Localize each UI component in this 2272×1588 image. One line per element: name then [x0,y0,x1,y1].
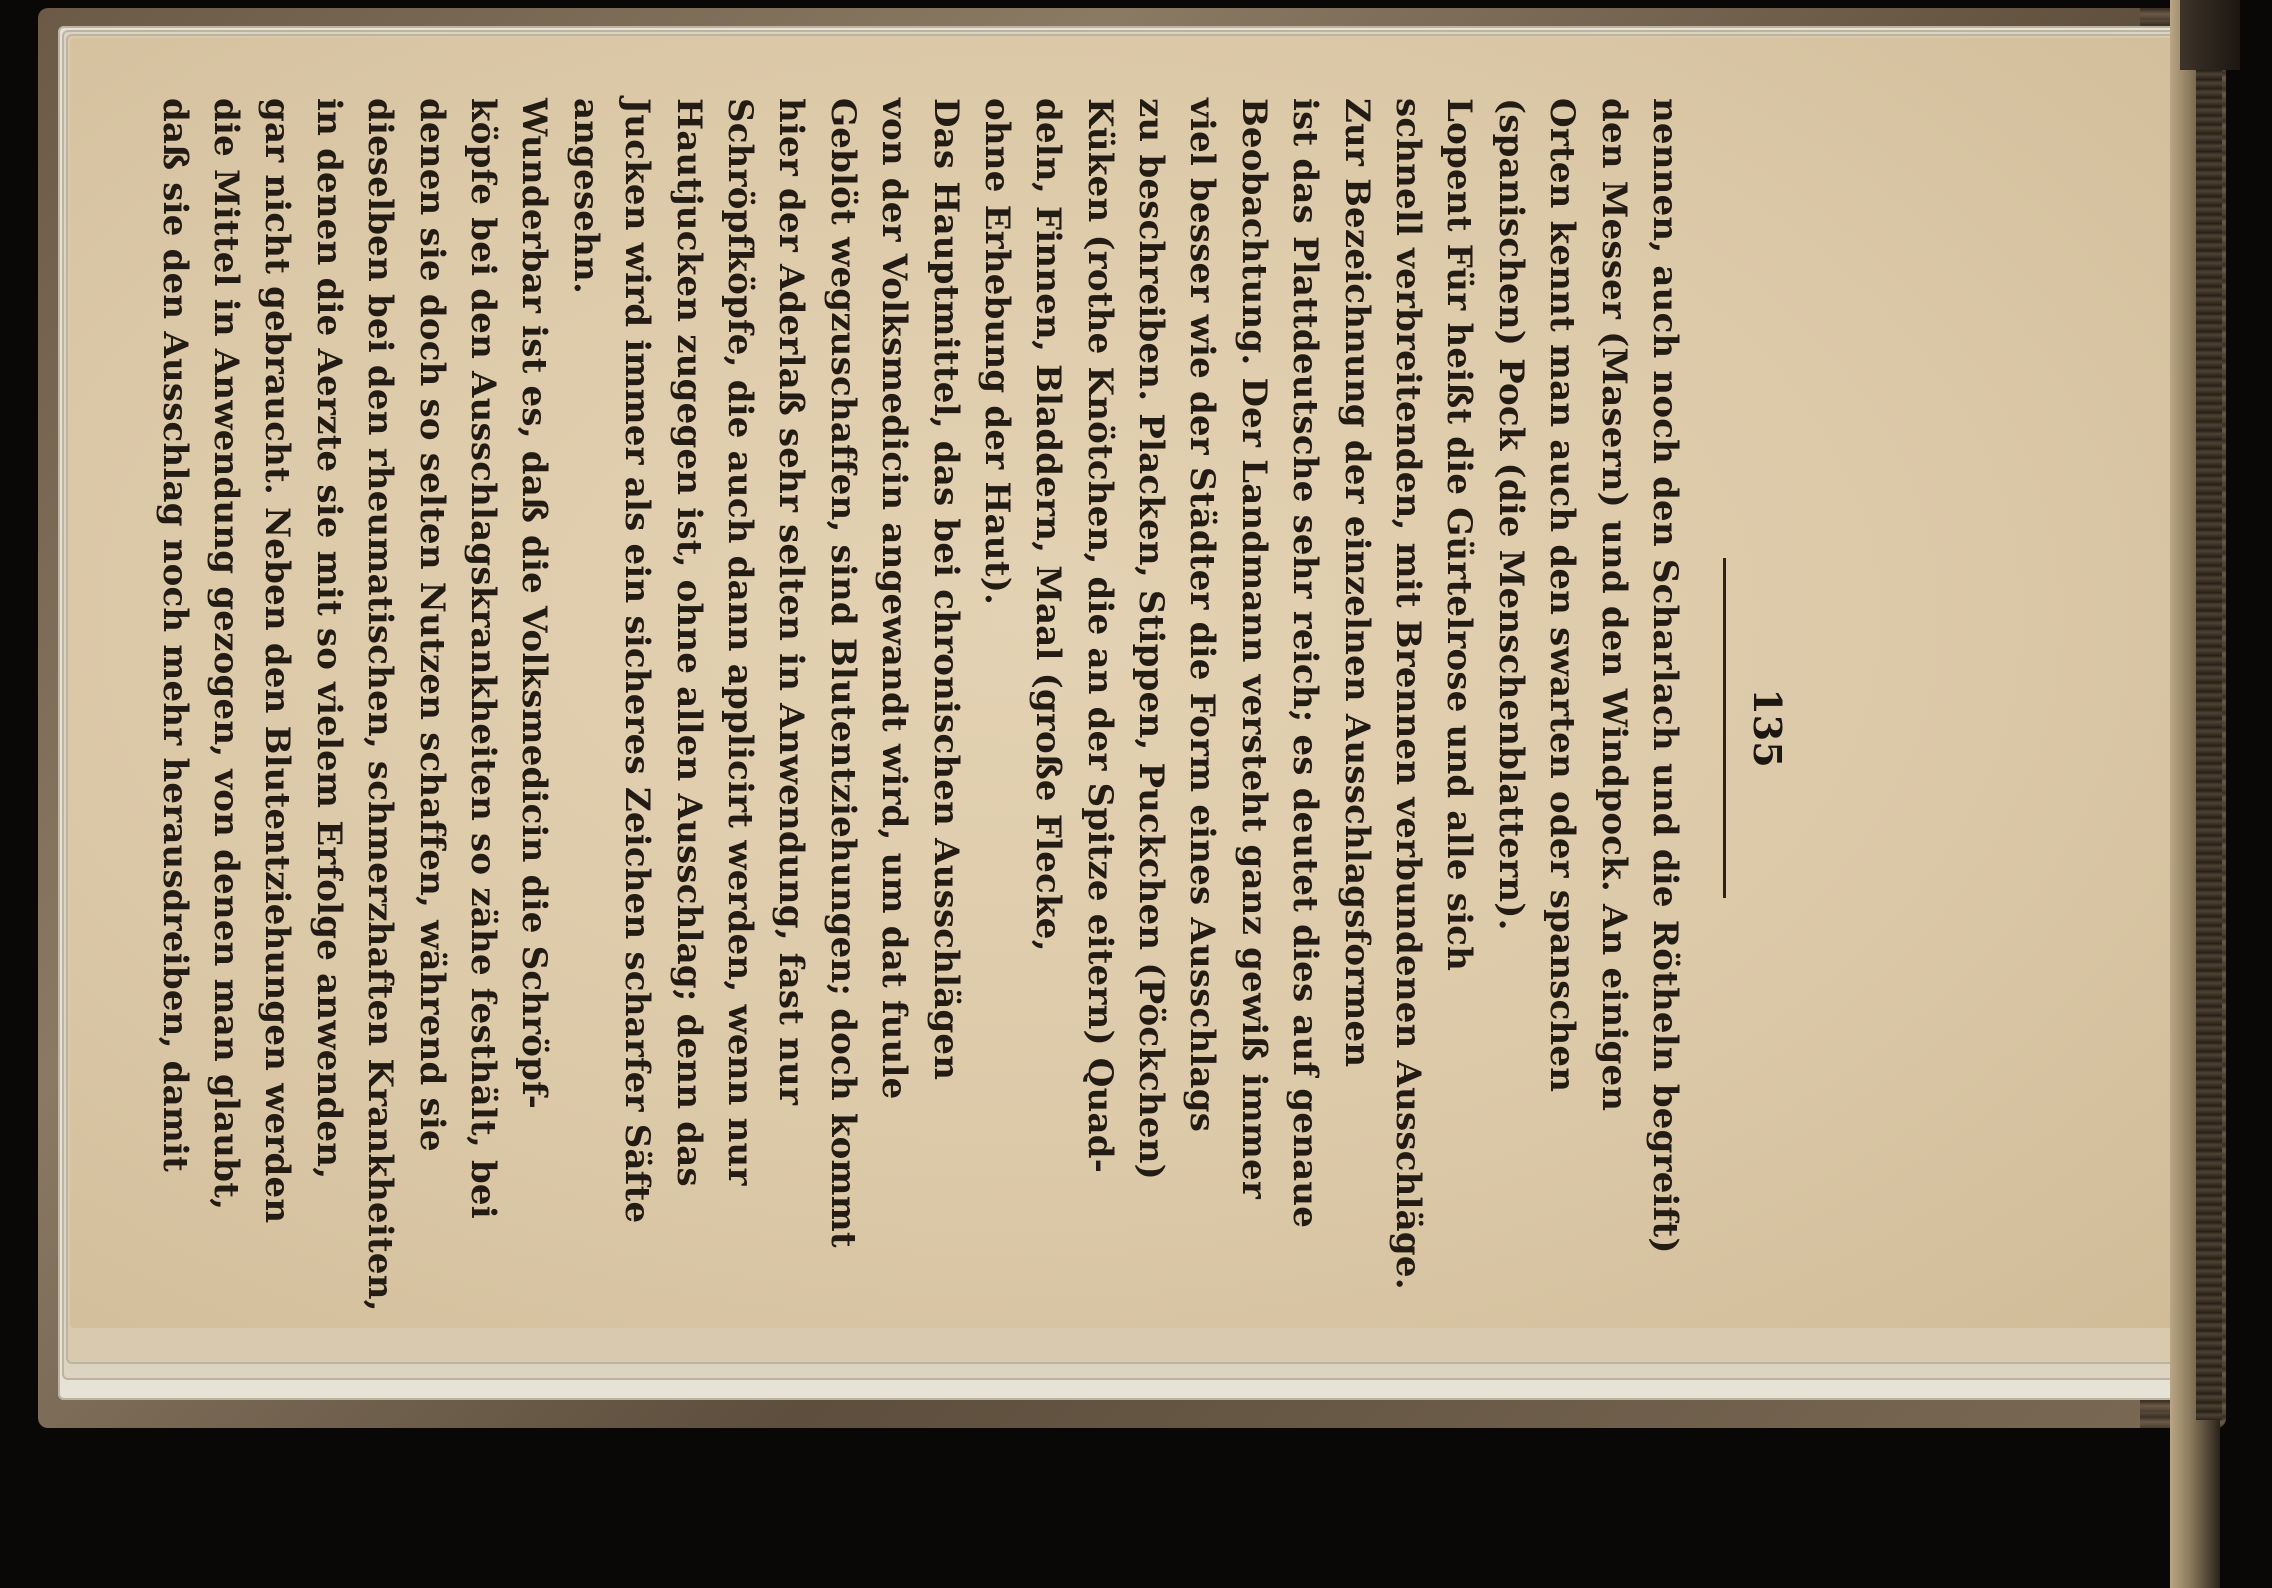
text-line: Beobachtung. Der Landmann versteht ganz gewiß immer [1233,98,1274,1200]
page-text-block [154,78,1800,1378]
text-line: zu beschreiben. Placken, Stippen, Puckchen (Pöckchen) [1131,98,1172,1180]
text-line: nennen, auch noch den Scharlach und die Rötheln begreift) [1645,98,1685,1254]
text-line: daß sie den Ausschlag noch mehr herausdreiben, damit [154,98,195,1173]
text-line: den Messer (Masern) und den Windpock. An einigen [1593,98,1634,1112]
text-lines [148,98,1690,1358]
text-line: Zur Bezeichnung der einzelnen Ausschlagsformen [1336,98,1377,1068]
text-line: Wunderbar ist es, daß die Volksmedicin die Schröpf- [514,98,555,1110]
text-line: Jucken wird immer als ein sicheres Zeichen scharfer Säfte [617,98,658,1224]
text-line: ohne Erhebung der Haut). [976,98,1017,606]
text-line: dieselben bei den rheumatischen, schmerzhaften Krankheiten, [360,98,401,1312]
text-line: (spanischen) Pock (die Menschenblattern). [1490,98,1531,931]
text-line: angesehn. [565,98,606,295]
text-line: köpfe bei den Ausschlagskrankheiten so zähe festhält, bei [463,98,504,1219]
text-line: Küken (rothe Knötchen, die an der Spitze eitern) Quad- [1079,98,1120,1174]
text-line: Das Hauptmittel, das bei chronischen Ausschlägen [925,98,966,1081]
text-line: die Mittel in Anwendung gezogen, von denen man glaubt, [206,98,247,1211]
text-line: schnell verbreitenden, mit Brennen verbundenen Ausschläge. [1388,98,1429,1290]
book-clip [2180,0,2240,70]
text-line: hier der Aderlaß sehr selten in Anwendung, fast nur [771,98,812,1106]
text-line: Schröpfköpfe, die auch dann applicirt werden, wenn nur [719,98,760,1186]
text-line: denen sie doch so selten Nutzen schaffen, während sie [411,98,452,1152]
text-line: von der Volksmedicin angewandt wird, um dat fuule [874,98,915,1100]
page-number: 135 [1745,688,1790,768]
text-line: Geblöt wegzuschaffen, sind Blutentziehungen; doch kommt [822,98,863,1248]
book-page [70,38,2180,1328]
text-line: deln, Finnen, Bladdern, Maal (große Flecke, [1028,98,1069,952]
text-line: in denen die Aerzte sie mit so vielem Erfolge anwenden, [308,98,349,1180]
text-line: Lopent Für heißt die Gürtelrose und alle sich [1439,98,1480,972]
text-line: Hautjucken zugegen ist, ohne allen Ausschlag; denn das [668,98,709,1187]
text-line: viel besser wie der Städter die Form eines Ausschlags [1182,98,1223,1133]
text-line: Orten kennt man auch den swarten oder spanschen [1542,98,1583,1093]
header-rule [1723,558,1726,898]
book-edge [2196,60,2222,1420]
text-line: ist das Plattdeutsche sehr reich; es deutet dies auf genaue [1285,98,1326,1229]
text-line: gar nicht gebraucht. Neben den Blutentziehungen werden [257,98,298,1224]
